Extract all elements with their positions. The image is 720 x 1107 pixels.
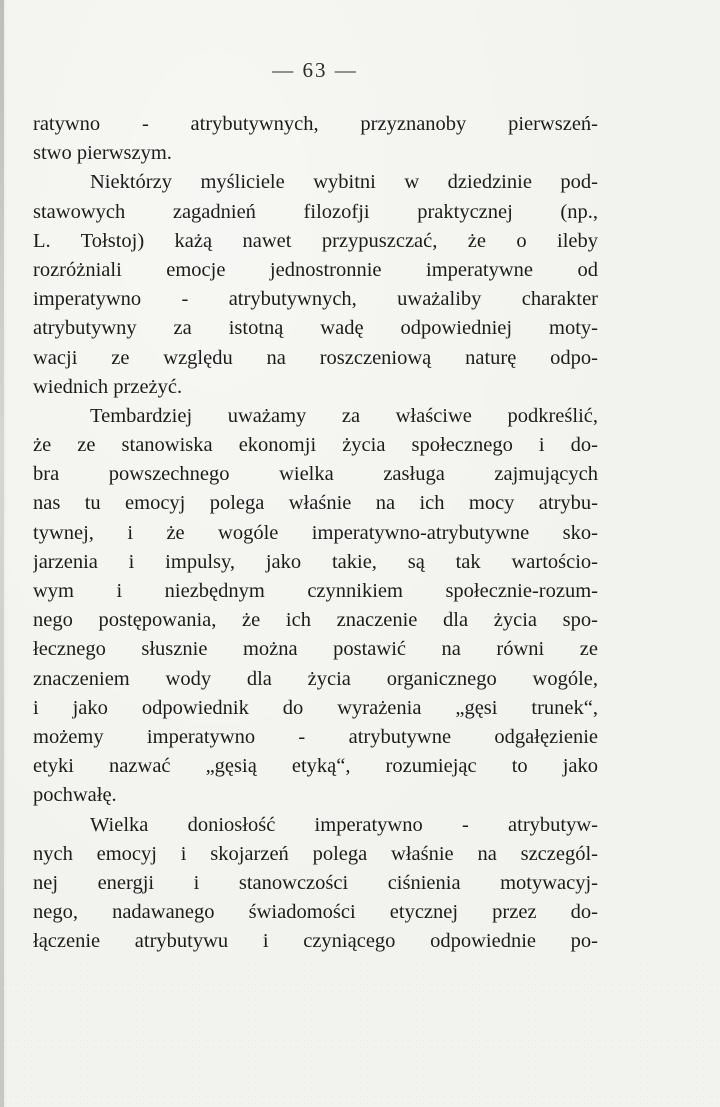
- text-line: nego, nadawanego świadomości etycznej przez do-: [33, 901, 598, 924]
- paper-texture: [0, 960, 720, 1107]
- text-line: wym i niezbędnym czynnikiem społecznie-rozum-: [33, 580, 598, 602]
- text-line: możemy imperatywno - atrybutywne odgałęzienie: [33, 725, 598, 748]
- text-line: Niektórzy myśliciele wybitni w dziedzinie pod-: [90, 171, 598, 194]
- text-line: pochwałę.: [33, 784, 117, 807]
- text-line: bra powszechnego wielka zasługa zajmujących: [33, 463, 598, 486]
- text-line: łecznego słusznie można postawić na równi ze: [33, 638, 598, 661]
- text-line: nego postępowania, że ich znaczenie dla życia spo-: [33, 609, 598, 632]
- text-line: tywnej, i że wogóle imperatywno-atrybutywne sko-: [33, 521, 598, 544]
- text-line: że ze stanowiska ekonomji życia społecznego i do-: [33, 434, 598, 457]
- text-line: stwo pierwszym.: [33, 142, 172, 165]
- text-line: i jako odpowiednik do wyrażenia „gęsi trunek“,: [33, 696, 598, 719]
- text-line: wacji ze względu na roszczeniową naturę odpo-: [33, 346, 598, 369]
- text-line: L. Tołstoj) każą nawet przypuszczać, że o ileby: [33, 229, 598, 252]
- text-line: nej energji i stanowczości ciśnienia motywacyj-: [33, 871, 598, 894]
- text-line: atrybutywny za istotną wadę odpowiedniej moty-: [33, 317, 598, 340]
- text-line: etyki nazwać „gęsią etyką“, rozumiejąc to jako: [33, 755, 598, 778]
- body-text: [33, 110, 598, 956]
- text-line: stawowych zagadnień filozofji praktycznej (np.,: [33, 200, 598, 223]
- text-line: imperatywno - atrybutywnych, uważaliby charakter: [33, 288, 598, 311]
- text-line: Tembardziej uważamy za właściwe podkreślić,: [90, 404, 598, 427]
- scan-edge: [0, 0, 4, 1107]
- page-number: — 63 —: [272, 58, 358, 82]
- text-line: nych emocyj i skojarzeń polega właśnie na szczegól-: [33, 842, 598, 865]
- text-line: znaczeniem wody dla życia organicznego wogóle,: [33, 667, 598, 690]
- text-line: łączenie atrybutywu i czyniącego odpowiednie po-: [33, 930, 598, 953]
- text-line: jarzenia i impulsy, jako takie, są tak wartościo-: [33, 550, 598, 573]
- text-line: rozróżniali emocje jednostronnie imperatywne od: [33, 258, 598, 281]
- text-line: nas tu emocyj polega właśnie na ich mocy atrybu-: [33, 492, 598, 515]
- text-line: Wielka doniosłość imperatywno - atrybutyw-: [90, 813, 598, 836]
- text-line: ratywno - atrybutywnych, przyznanoby pierwszeń-: [33, 113, 598, 135]
- text-line: wiednich przeżyć.: [33, 375, 183, 398]
